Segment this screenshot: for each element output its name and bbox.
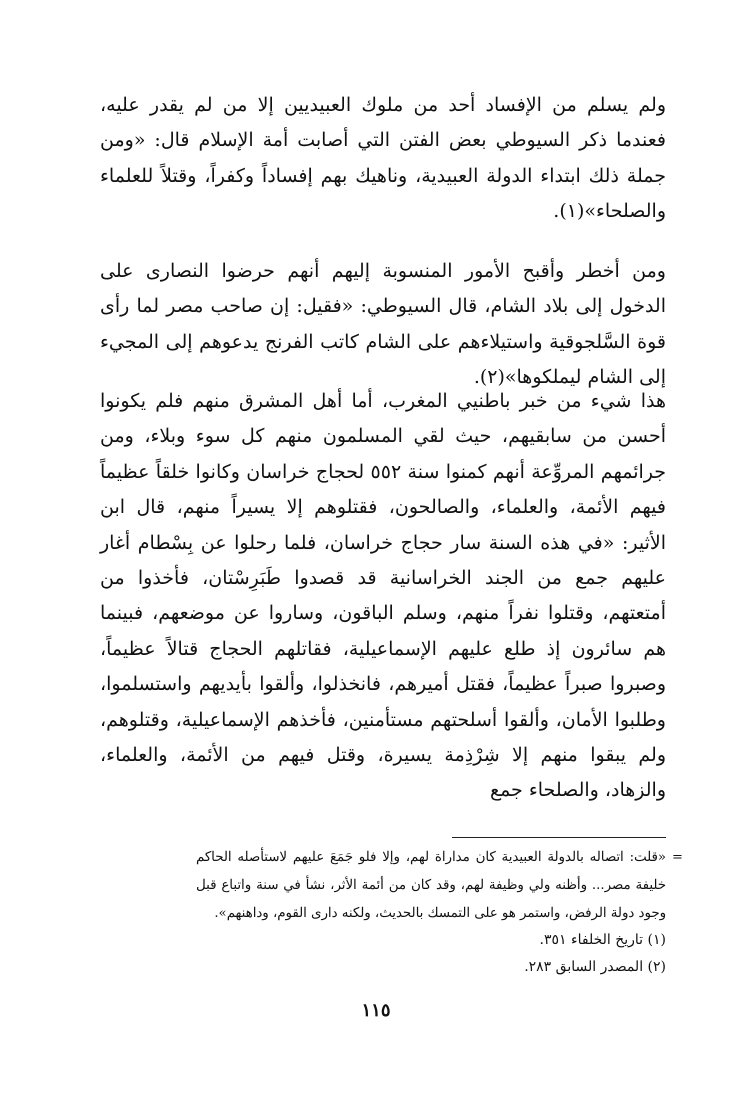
footnote-1: (١) تاريخ الخلفاء ٣٥١. (539, 932, 666, 948)
footnote-separator (452, 837, 666, 838)
footnote-continuation-mark: = (672, 850, 683, 865)
body-paragraph: هذا شيء من خبر باطنيي المغرب، أما أهل المشرق منهم فلم يكونوا أحسن من سابقيهم، حيث لقي المسلمون منهم كل سوء وبلاء، ومن جرائمهم المروِّعة أنهم كمنوا سنة ٥٥٢ لحجاج خراسان وكانوا خلقاً عظيماً فيهم الأئمة، والعلماء، والصالحون، فقتلوهم إلا يسيراً منهم، قال ابن الأثير: «في هذه السنة سار حجاج خراسان، فلما رحلوا عن بِسْطام أغار عليهم جمع من الجند الخراسانية قد قصدوا طَبَرِسْتان، فأخذوا من أمتعتهم، وقتلوا نفراً منهم، وسلم الباقون، وساروا عن موضعهم، فبينما هم سائرون إذ طلع عليهم الإسماعيلية، فقاتلهم الحجاج قتالاً عظيماً، وصبروا صبراً عظيماً، فقتل أميرهم، فانخذلوا، وألقوا بأيديهم واستسلموا، وطلبوا الأمان، وألقوا أسلحتهم مستأمنين، فأخذهم الإسماعيلية، وقتلوهم، ولم يبقوا منهم إلا شِرْذِمة يسيرة، وقتل فيهم من الأئمة، والعلماء، والزهاد، والصلحاء جمع (100, 390, 666, 802)
footnote-2: (٢) المصدر السابق ٢٨٣. (524, 959, 666, 975)
footnote-continuation: «قلت: اتصاله بالدولة العبيدية كان مداراة لهم، وإلا فلو جَمَعَ عليهم لاستأصله الحاكم خليفة مصر... وأظنه ولي وظيفة لهم، وقد كان من أئمة الأثر، نشأ في سنة واتباع قبل وجود دولة الرفض، واستمر هو على التمسك بالحديث، ولكنه دارى القوم، وداهنهم». (196, 850, 666, 921)
body-paragraph: ولم يسلم من الإفساد أحد من ملوك العبيديين إلا من لم يقدر عليه، فعندما ذكر السيوطي بعض الفتن التي أصابت أمة الإسلام قال: «ومن جملة ذلك ابتداء الدولة العبيدية، وناهيك بهم إفساداً وكفراً، وقتلاً للعلماء والصلحاء»(١). (100, 94, 666, 223)
body-paragraph: ومن أخطر وأقبح الأمور المنسوبة إليهم أنهم حرضوا النصارى على الدخول إلى بلاد الشام، قال السيوطي: «فقيل: إن صاحب مصر لما رأى قوة السَّلجوقية واستيلاءهم على الشام كاتب الفرنج يدعوهم إلى المجيء إلى الشام ليملكوها»(٢). (100, 260, 666, 389)
page-number: ١١٥ (361, 1000, 391, 1021)
